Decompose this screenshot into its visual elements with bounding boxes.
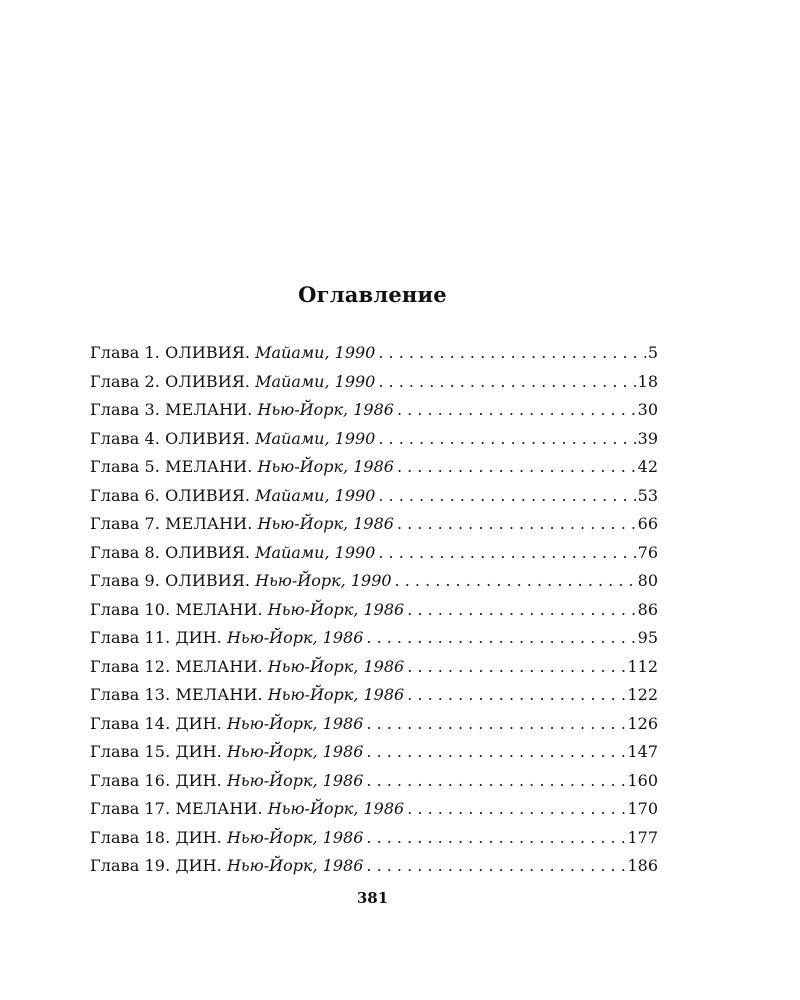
toc-chapter: Глава 9. ОЛИВИЯ.	[90, 571, 251, 590]
toc-entry	[90, 738, 658, 767]
toc-chapter: Глава 4. ОЛИВИЯ.	[90, 428, 251, 448]
toc-dot-leader	[375, 539, 635, 568]
toc-chapter: Глава 18. ДИН.	[90, 827, 222, 847]
toc-entry	[90, 339, 658, 368]
toc-place: Нью-Йорк, 1986	[226, 713, 364, 733]
toc-page-number: 122	[627, 685, 658, 704]
toc-page-number: 170	[627, 799, 658, 818]
toc-entry-label	[90, 567, 392, 596]
toc-place: Майами, 1990	[255, 485, 376, 505]
toc-entry-label	[90, 681, 404, 710]
toc-entry-label	[90, 795, 404, 824]
page-title: Оглавление	[298, 282, 447, 308]
toc-entry-label	[90, 425, 375, 454]
toc-page-number: 177	[627, 827, 658, 847]
toc-dot-leader	[394, 396, 636, 425]
toc-entry-label	[90, 824, 363, 853]
toc-page-number: 30	[637, 400, 658, 419]
toc-place: Нью-Йорк, 1986	[267, 685, 405, 704]
toc-entry	[90, 425, 658, 454]
toc-dot-leader	[363, 824, 625, 853]
toc-place: Нью-Йорк, 1986	[257, 457, 394, 476]
toc-chapter: Глава 8. ОЛИВИЯ.	[90, 542, 251, 562]
toc-entry-label	[90, 596, 404, 625]
toc-place: Нью-Йорк, 1986	[267, 656, 405, 676]
toc-place: Нью-Йорк, 1986	[267, 799, 405, 818]
toc-chapter: Глава 7. МЕЛАНИ.	[90, 514, 253, 533]
toc-entry-label	[90, 453, 394, 482]
toc-dot-leader	[375, 482, 635, 511]
toc-dot-leader	[363, 767, 625, 796]
toc-page-number: 5	[647, 343, 658, 362]
toc-entry	[90, 453, 658, 482]
toc-chapter: Глава 17. МЕЛАНИ.	[90, 799, 263, 818]
toc-entry-label	[90, 482, 375, 511]
toc-dot-leader	[404, 681, 625, 710]
toc-entry	[90, 567, 658, 596]
toc-dot-leader	[363, 852, 625, 881]
toc-place: Майами, 1990	[255, 542, 376, 562]
toc-place: Нью-Йорк, 1986	[226, 628, 364, 647]
toc-chapter: Глава 11. ДИН.	[90, 628, 222, 647]
toc-chapter: Глава 13. МЕЛАНИ.	[90, 685, 263, 704]
toc-dot-leader	[363, 710, 625, 739]
toc-chapter: Глава 16. ДИН.	[90, 770, 222, 790]
toc-page-number: 147	[627, 742, 658, 761]
toc-dot-leader	[404, 596, 635, 625]
toc-entry	[90, 510, 658, 539]
toc-page-number: 76	[637, 542, 658, 562]
toc-page-number: 112	[627, 656, 658, 676]
toc-place: Нью-Йорк, 1986	[226, 770, 364, 790]
toc-dot-leader	[392, 567, 636, 596]
toc-page-number: 42	[637, 457, 658, 476]
toc-page-number: 80	[637, 571, 658, 590]
toc-dot-leader	[363, 738, 625, 767]
toc-entry	[90, 596, 658, 625]
toc-dot-leader	[375, 368, 635, 397]
toc-entry	[90, 396, 658, 425]
toc-page-number: 53	[637, 485, 658, 505]
toc-page-number: 160	[627, 770, 658, 790]
toc-entry	[90, 681, 658, 710]
toc-entry	[90, 539, 658, 568]
toc-entry-label	[90, 396, 394, 425]
toc-entry-label	[90, 539, 375, 568]
toc-dot-leader	[363, 624, 635, 653]
toc-place: Нью-Йорк, 1986	[267, 599, 405, 619]
toc-entry	[90, 653, 658, 682]
toc-entry	[90, 795, 658, 824]
page-number: 381	[356, 889, 389, 907]
toc-chapter: Глава 14. ДИН.	[90, 713, 222, 733]
toc-place: Нью-Йорк, 1986	[226, 827, 364, 847]
toc-chapter: Глава 1. ОЛИВИЯ.	[90, 343, 251, 362]
toc-dot-leader	[375, 339, 645, 368]
toc-entry-label	[90, 510, 394, 539]
toc-entry-label	[90, 767, 363, 796]
toc-place: Нью-Йорк, 1986	[226, 742, 364, 761]
toc-entry-label	[90, 368, 375, 397]
toc-chapter: Глава 5. МЕЛАНИ.	[90, 457, 253, 476]
toc-dot-leader	[394, 510, 636, 539]
toc-chapter: Глава 6. ОЛИВИЯ.	[90, 485, 251, 505]
toc-chapter: Глава 10. МЕЛАНИ.	[90, 599, 263, 619]
toc-page-number: 86	[637, 599, 658, 619]
toc-entry	[90, 710, 658, 739]
toc-dot-leader	[375, 425, 635, 454]
toc-chapter: Глава 12. МЕЛАНИ.	[90, 656, 263, 676]
toc-dot-leader	[404, 653, 625, 682]
toc-page-number: 39	[637, 428, 658, 448]
toc-entry-label	[90, 852, 363, 881]
toc-entry	[90, 824, 658, 853]
toc-place: Нью-Йорк, 1986	[226, 856, 364, 875]
table-of-contents	[90, 339, 658, 881]
toc-page-number: 126	[627, 713, 658, 733]
toc-page-number: 95	[637, 628, 658, 647]
toc-page-number: 18	[637, 371, 658, 391]
toc-entry-label	[90, 653, 404, 682]
toc-chapter: Глава 3. МЕЛАНИ.	[90, 400, 253, 419]
toc-entry	[90, 767, 658, 796]
toc-place: Нью-Йорк, 1990	[255, 571, 392, 590]
toc-entry-label	[90, 624, 363, 653]
toc-chapter: Глава 2. ОЛИВИЯ.	[90, 371, 251, 391]
toc-chapter: Глава 15. ДИН.	[90, 742, 222, 761]
toc-entry	[90, 482, 658, 511]
toc-entry	[90, 852, 658, 881]
toc-entry-label	[90, 738, 363, 767]
toc-entry-label	[90, 710, 363, 739]
toc-place: Майами, 1990	[255, 343, 376, 362]
toc-place: Майами, 1990	[255, 371, 376, 391]
toc-dot-leader	[394, 453, 636, 482]
toc-entry-label	[90, 339, 375, 368]
toc-place: Нью-Йорк, 1986	[257, 514, 394, 533]
toc-chapter: Глава 19. ДИН.	[90, 856, 222, 875]
toc-page-number: 66	[637, 514, 658, 533]
toc-entry	[90, 624, 658, 653]
toc-dot-leader	[404, 795, 625, 824]
toc-page-number: 186	[627, 856, 658, 875]
toc-entry	[90, 368, 658, 397]
toc-place: Майами, 1990	[255, 428, 376, 448]
toc-place: Нью-Йорк, 1986	[257, 400, 394, 419]
